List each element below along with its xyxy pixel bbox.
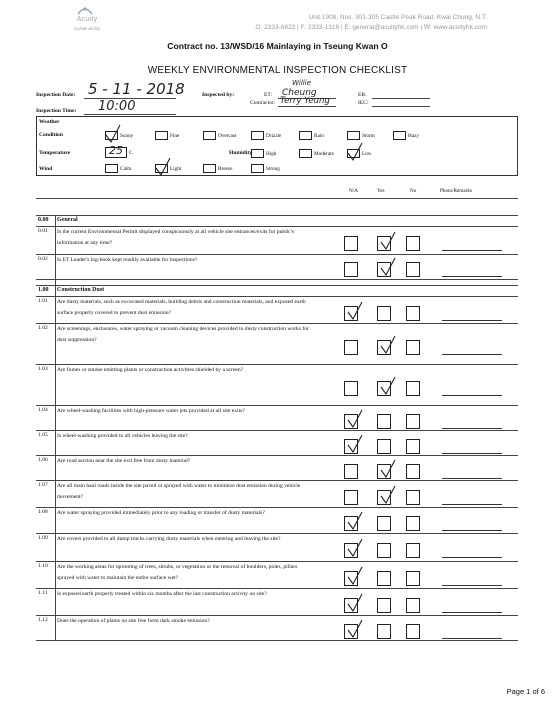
check-mark-icon	[105, 124, 121, 144]
humidity-option-low-label: Low	[362, 151, 372, 157]
checkbox-no[interactable]	[406, 543, 420, 558]
et-value[interactable]: Cheung	[282, 88, 317, 98]
item-number: 0.02	[38, 256, 48, 262]
number-column-divider	[55, 215, 56, 640]
conditions-option-hazy-label: Hazy	[408, 133, 419, 139]
checkbox-no[interactable]	[406, 414, 420, 429]
checkbox-no[interactable]	[406, 571, 420, 586]
remarks-field[interactable]	[442, 428, 502, 429]
section-number: 1.00	[38, 287, 49, 293]
company-address: Unit 1908, Nos. 301-305 Castle Peak Road, Kwai Chung, N.T.	[308, 14, 487, 21]
item-question: Are water spraying provided immediately prior to any loading or transfer of dusty materials?	[57, 510, 265, 516]
checkbox-no[interactable]	[406, 439, 420, 454]
section-divider	[36, 279, 518, 280]
check-mark-icon	[347, 566, 363, 586]
checkbox-no[interactable]	[406, 262, 420, 277]
checkbox-yes[interactable]	[377, 262, 391, 277]
checkbox-no[interactable]	[406, 598, 420, 613]
item-question: Are wheel-washing facilities with high-pressure water jets provided at all site exits?	[57, 408, 245, 414]
checkbox-na[interactable]	[344, 306, 358, 321]
check-mark-icon	[347, 511, 363, 531]
inspected-by-label: Inspected by:	[202, 92, 235, 98]
checkbox-yes[interactable]	[377, 624, 391, 639]
remarks-field[interactable]	[442, 478, 502, 479]
remarks-field[interactable]	[442, 638, 502, 639]
item-question: Are covers provided to all dump trucks carrying dusty materials when entering and leaving the site?	[57, 536, 281, 542]
conditions-option-storm-label: Storm	[362, 133, 375, 139]
wind-option-strong-label: Strong	[266, 166, 280, 172]
item-question: Is ET Leader's log-book kept readily available for inspections?	[57, 257, 198, 263]
checkbox-na[interactable]	[344, 624, 358, 639]
conditions-option-rain-box[interactable]	[299, 131, 312, 140]
item-question: Are screenings, enclosures, water spraying or vacuum cleaning devices provided to dusty construction works for dust suppression?	[57, 326, 309, 343]
checkbox-yes[interactable]	[377, 543, 391, 558]
checkbox-yes[interactable]	[377, 439, 391, 454]
wind-option-strong-box[interactable]	[251, 164, 264, 173]
checkbox-no[interactable]	[406, 464, 420, 479]
item-question: Are the working areas for uprooting of trees, shrubs, or vegetation or the removal of boulders, poles, pillars sprayed with water to maintain the entire surface wet?	[57, 564, 298, 581]
wind-label: Wind	[39, 166, 53, 172]
er-line[interactable]	[372, 98, 430, 99]
item-question: Are road section near the site exit free from dusty material?	[57, 458, 191, 464]
checkbox-no[interactable]	[406, 516, 420, 531]
wind-option-calm-label: Calm	[120, 166, 132, 172]
item-number: 1.01	[38, 298, 48, 304]
temperature-unit: C	[129, 150, 133, 156]
col-remarks-header: Photo/Remarks	[440, 188, 472, 194]
checkbox-na[interactable]	[344, 543, 358, 558]
checkbox-yes[interactable]	[377, 516, 391, 531]
checkbox-yes[interactable]	[377, 490, 391, 505]
company-contact: O: 2333-6823 | F: 2333-1316 | E: general@acuityhk.com | W: www.acuityhk.com	[255, 24, 487, 31]
checkbox-na[interactable]	[344, 439, 358, 454]
remarks-field[interactable]	[442, 395, 502, 396]
checkbox-no[interactable]	[406, 340, 420, 355]
humidity-option-high-box[interactable]	[251, 149, 264, 158]
form-title: WEEKLY ENVIRONMENTAL INSPECTION CHECKLIST	[147, 65, 408, 76]
temperature-box[interactable]	[105, 144, 127, 158]
logo-mark-icon	[74, 4, 96, 16]
remarks-field[interactable]	[442, 320, 502, 321]
er-label: ER:	[358, 92, 367, 98]
item-number: 1.04	[38, 407, 48, 413]
temperature-value: 25	[109, 144, 123, 157]
remarks-field[interactable]	[442, 504, 502, 505]
col-yes-header: Yes	[377, 188, 385, 194]
check-mark-icon	[347, 538, 363, 558]
humidity-option-moderate-label: Moderate	[314, 151, 334, 157]
check-mark-icon	[380, 376, 396, 396]
conditions-option-overcast-box[interactable]	[203, 131, 216, 140]
check-mark-icon	[347, 593, 363, 613]
checkbox-yes[interactable]	[377, 414, 391, 429]
conditions-option-sunny-label: Sunny	[120, 133, 134, 139]
humidity-label: Humidity	[229, 150, 253, 156]
conditions-option-drizzle-label: Drizzle	[266, 133, 282, 139]
section-divider	[36, 198, 518, 199]
item-number: 1.02	[38, 325, 48, 331]
remarks-field[interactable]	[442, 557, 502, 558]
inspection-time-value[interactable]: 10:00	[98, 99, 136, 114]
conditions-option-sunny-box[interactable]	[105, 131, 118, 140]
logo-subtitle: Sustainability	[73, 26, 101, 31]
item-question: Are dusty materials, such as excavated materials, building debris and construction materials, and exposed earth surface properly covered to prevent dust emission?	[57, 299, 306, 316]
humidity-option-moderate-box[interactable]	[299, 149, 312, 158]
col-no-header: No	[410, 188, 417, 194]
checkbox-yes[interactable]	[377, 340, 391, 355]
item-number: 1.12	[38, 617, 48, 623]
conditions-option-storm-box[interactable]	[347, 131, 360, 140]
row-divider	[36, 640, 518, 641]
item-question: Is wheel-washing provided to all vehicles leaving the site?	[57, 433, 188, 439]
checkbox-yes[interactable]	[377, 598, 391, 613]
inspection-date-value[interactable]: 5 - 11 - 2018	[88, 80, 185, 98]
checkbox-yes[interactable]	[377, 464, 391, 479]
wind-option-light-box[interactable]	[155, 164, 168, 173]
contractor-value[interactable]: Terry Yeung	[280, 96, 330, 106]
checkbox-no[interactable]	[406, 381, 420, 396]
weather-title: Weather	[39, 119, 60, 125]
section-number: 0.00	[38, 217, 49, 223]
check-mark-icon	[380, 485, 396, 505]
company-logo	[52, 4, 122, 40]
remarks-field[interactable]	[442, 354, 502, 355]
checkbox-no[interactable]	[406, 490, 420, 505]
check-mark-icon	[347, 434, 363, 454]
check-mark-icon	[347, 301, 363, 321]
checkbox-na[interactable]	[344, 381, 358, 396]
remarks-field[interactable]	[442, 250, 502, 251]
checkbox-na[interactable]	[344, 598, 358, 613]
conditions-option-overcast-label: Overcast	[218, 133, 237, 139]
item-number: 1.10	[38, 563, 48, 569]
checkbox-na[interactable]	[344, 571, 358, 586]
check-mark-icon	[380, 459, 396, 479]
section-divider	[36, 215, 518, 216]
item-number: 0.01	[38, 228, 48, 234]
wind-option-calm-box[interactable]	[105, 164, 118, 173]
inspection-checklist	[36, 188, 518, 680]
remarks-field[interactable]	[442, 453, 502, 454]
item-number: 1.09	[38, 535, 48, 541]
wind-option-breeze-box[interactable]	[203, 164, 216, 173]
remarks-field[interactable]	[442, 276, 502, 277]
condition-label: Condition	[39, 132, 63, 138]
item-number: 1.07	[38, 482, 48, 488]
item-number: 1.06	[38, 457, 48, 463]
conditions-option-fine-label: Fine	[170, 133, 180, 139]
checkbox-no[interactable]	[406, 236, 420, 251]
checkbox-na[interactable]	[344, 516, 358, 531]
check-mark-icon	[380, 257, 396, 277]
checkbox-na[interactable]	[344, 414, 358, 429]
item-number: 1.05	[38, 432, 48, 438]
inspection-date-label: Inspection Date:	[36, 92, 76, 98]
checkbox-na[interactable]	[344, 340, 358, 355]
check-mark-icon	[380, 231, 396, 251]
item-number: 1.11	[38, 590, 48, 596]
checkbox-na[interactable]	[344, 464, 358, 479]
checkbox-na[interactable]	[344, 236, 358, 251]
item-number: 1.08	[38, 509, 48, 515]
temperature-label: Temperature	[39, 150, 71, 156]
checkbox-na[interactable]	[344, 262, 358, 277]
item-question: Are all main haul roads inside the site paved or sprayed with water to minimize dust emission during vehicle movement?	[57, 483, 301, 500]
remarks-field[interactable]	[442, 585, 502, 586]
check-mark-icon	[347, 619, 363, 639]
remarks-field[interactable]	[442, 530, 502, 531]
iec-label: IEC:	[358, 100, 369, 106]
col-na-header: N/A	[349, 188, 358, 194]
contractor-label: Contractor:	[250, 100, 276, 106]
humidity-option-high-label: High	[266, 151, 277, 157]
section-divider	[36, 285, 518, 286]
weather-section	[36, 116, 518, 176]
conditions-option-hazy-box[interactable]	[393, 131, 406, 140]
remarks-field[interactable]	[442, 612, 502, 613]
checkbox-yes[interactable]	[377, 306, 391, 321]
check-mark-icon	[347, 142, 363, 162]
check-mark-icon	[155, 157, 171, 177]
wind-option-light-label: Light	[170, 166, 182, 172]
et-value-top[interactable]: Willie	[292, 79, 312, 87]
inspection-time-line	[84, 114, 176, 115]
item-question: Are fumes or smoke emitting plants or construction activities shielded by a screen?	[57, 367, 244, 373]
item-question: Is exposed earth properly treated within six months after the last construction activity on site?	[57, 591, 267, 597]
humidity-option-low-box[interactable]	[347, 149, 360, 158]
checkbox-no[interactable]	[406, 306, 420, 321]
conditions-option-rain-label: Rain	[314, 133, 324, 139]
inspection-time-label: Inspection Time:	[36, 108, 77, 114]
section-title: Construction Dust	[57, 287, 105, 293]
checkbox-na[interactable]	[344, 490, 358, 505]
checkbox-yes[interactable]	[377, 381, 391, 396]
et-label: ET:	[264, 92, 273, 98]
conditions-option-fine-box[interactable]	[155, 131, 168, 140]
checkbox-no[interactable]	[406, 624, 420, 639]
item-question: Is the current Environmental Permit displayed conspicuously at all vehicle site entrances/exits for public's information at any time?	[57, 229, 294, 246]
conditions-option-drizzle-box[interactable]	[251, 131, 264, 140]
item-question: Does the operation of plants on site free form dark smoke emission?	[57, 618, 210, 624]
item-number: 1.03	[38, 366, 48, 372]
contractor-line	[278, 106, 336, 107]
page-number: Page 1 of 6	[506, 687, 545, 696]
iec-line[interactable]	[372, 106, 430, 107]
check-mark-icon	[380, 335, 396, 355]
wind-option-breeze-label: Breeze	[218, 166, 233, 172]
section-title: General	[57, 217, 78, 223]
checkbox-yes[interactable]	[377, 236, 391, 251]
contract-title: Contract no. 13/WSD/16 Mainlaying in Tseung Kwan O	[167, 41, 388, 51]
check-mark-icon	[347, 409, 363, 429]
checkbox-yes[interactable]	[377, 571, 391, 586]
logo-name: Acuity	[76, 16, 98, 23]
